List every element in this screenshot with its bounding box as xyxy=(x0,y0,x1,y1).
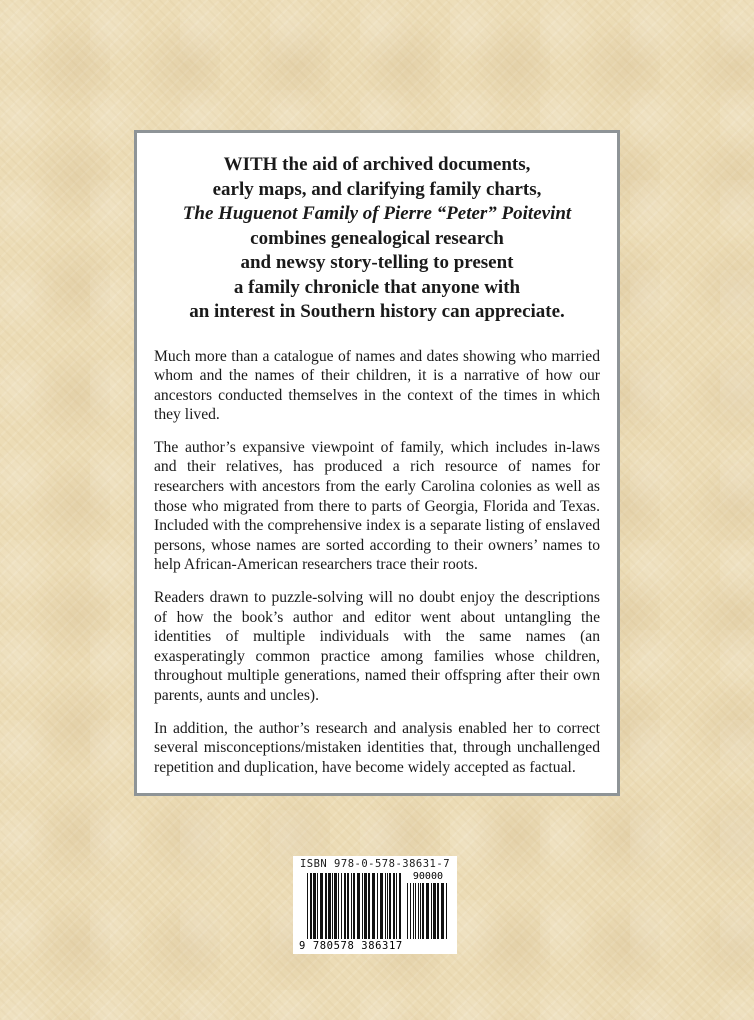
barcode-bar xyxy=(418,883,419,939)
isbn-label: ISBN 978-0-578-38631-7 xyxy=(299,858,451,870)
barcode-bar xyxy=(441,883,444,939)
barcode-bar xyxy=(307,873,308,939)
barcode-bar xyxy=(399,873,401,939)
barcode-bar xyxy=(393,873,395,939)
barcode-bar xyxy=(426,883,429,939)
barcode-bar xyxy=(431,883,432,939)
barcode-bar xyxy=(372,873,375,939)
barcode-bars-main xyxy=(307,873,401,939)
headline-line: an interest in Southern history can appreciate. xyxy=(189,301,565,322)
headline-line: combines genealogical research xyxy=(250,227,504,249)
barcode-bar xyxy=(332,873,333,939)
barcode-bar xyxy=(338,873,339,939)
barcode-bar xyxy=(385,873,386,939)
barcode-bar xyxy=(344,873,346,939)
barcode-bar xyxy=(446,883,447,939)
barcode-bar xyxy=(377,873,378,939)
barcode-bar xyxy=(334,873,337,939)
barcode-bar xyxy=(433,883,436,939)
barcode-bar xyxy=(422,883,424,939)
description-paragraph: Readers drawn to puzzle-solving will no doubt enjoy the descriptions of how the book’s author and editor went about untangling the identities of multiple individuals with the same names (an exasperatingly common practice among families whose children, throughout multiple generations, named their offspring after their own parents, aunts and uncles). xyxy=(154,589,600,704)
barcode-bar xyxy=(380,873,383,939)
barcode-bar xyxy=(347,873,349,939)
barcode-bar xyxy=(317,873,318,939)
barcode-digits: 9 780578 386317 xyxy=(299,940,403,951)
barcode-bar xyxy=(353,873,355,939)
barcode-bar xyxy=(362,873,363,939)
barcode-bar xyxy=(351,873,352,939)
barcode-bar xyxy=(325,873,327,939)
barcode-graphic xyxy=(297,871,453,951)
barcode-bar xyxy=(407,883,408,939)
barcode-bar xyxy=(410,883,411,939)
back-cover-text-panel xyxy=(134,130,620,796)
description-paragraph: The author’s expansive viewpoint of family, which includes in-laws and their relatives, has produced a rich resource of names for researchers with ancestors from the early Carolina colonies as well as those who migrated from there to parts of Georgia, Florida and Texas. Included with the comprehensive index is a separate listing of enslaved persons, whose names are sorted according to their owners’ names to help African-American researchers trace their roots. xyxy=(154,438,600,574)
barcode-bar xyxy=(389,873,391,939)
barcode-bar xyxy=(313,873,316,939)
barcode-bar xyxy=(341,873,342,939)
barcode-bar xyxy=(328,873,331,939)
barcode-bars-addon xyxy=(407,883,447,939)
barcode-bar xyxy=(357,873,360,939)
barcode-bar xyxy=(437,883,439,939)
barcode-bar xyxy=(415,883,416,939)
headline-line: and newsy story-telling to present xyxy=(240,252,514,273)
barcode-bar xyxy=(413,883,414,939)
barcode-bar xyxy=(396,873,397,939)
barcode-bar xyxy=(368,873,370,939)
description-paragraph: Much more than a catalogue of names and dates showing who married whom and the names of their children, it is a narrative of how our ancestors conducted themselves in the context of the times in which they lived. xyxy=(154,347,600,424)
barcode-bar xyxy=(310,873,312,939)
barcode-bar xyxy=(387,873,388,939)
headline-line: a family chronicle that anyone with xyxy=(233,276,521,298)
barcode-bar xyxy=(420,883,421,939)
barcode-bar xyxy=(320,873,323,939)
description-paragraph: In addition, the author’s research and analysis enabled her to correct several misconceptions/mistaken identities that, through unchallenged repetition and duplication, have become widely accepted as factual. xyxy=(154,719,600,776)
barcode-price-code: 90000 xyxy=(412,871,443,882)
isbn-barcode xyxy=(293,856,457,954)
barcode-bar xyxy=(364,873,367,939)
headline-line: WITH the aid of archived documents, xyxy=(223,154,531,175)
headline-line: early maps, and clarifying family charts, xyxy=(212,178,542,200)
headline-block xyxy=(154,153,600,325)
book-title-line: The Huguenot Family of Pierre “Peter” Poitevint xyxy=(182,203,572,224)
